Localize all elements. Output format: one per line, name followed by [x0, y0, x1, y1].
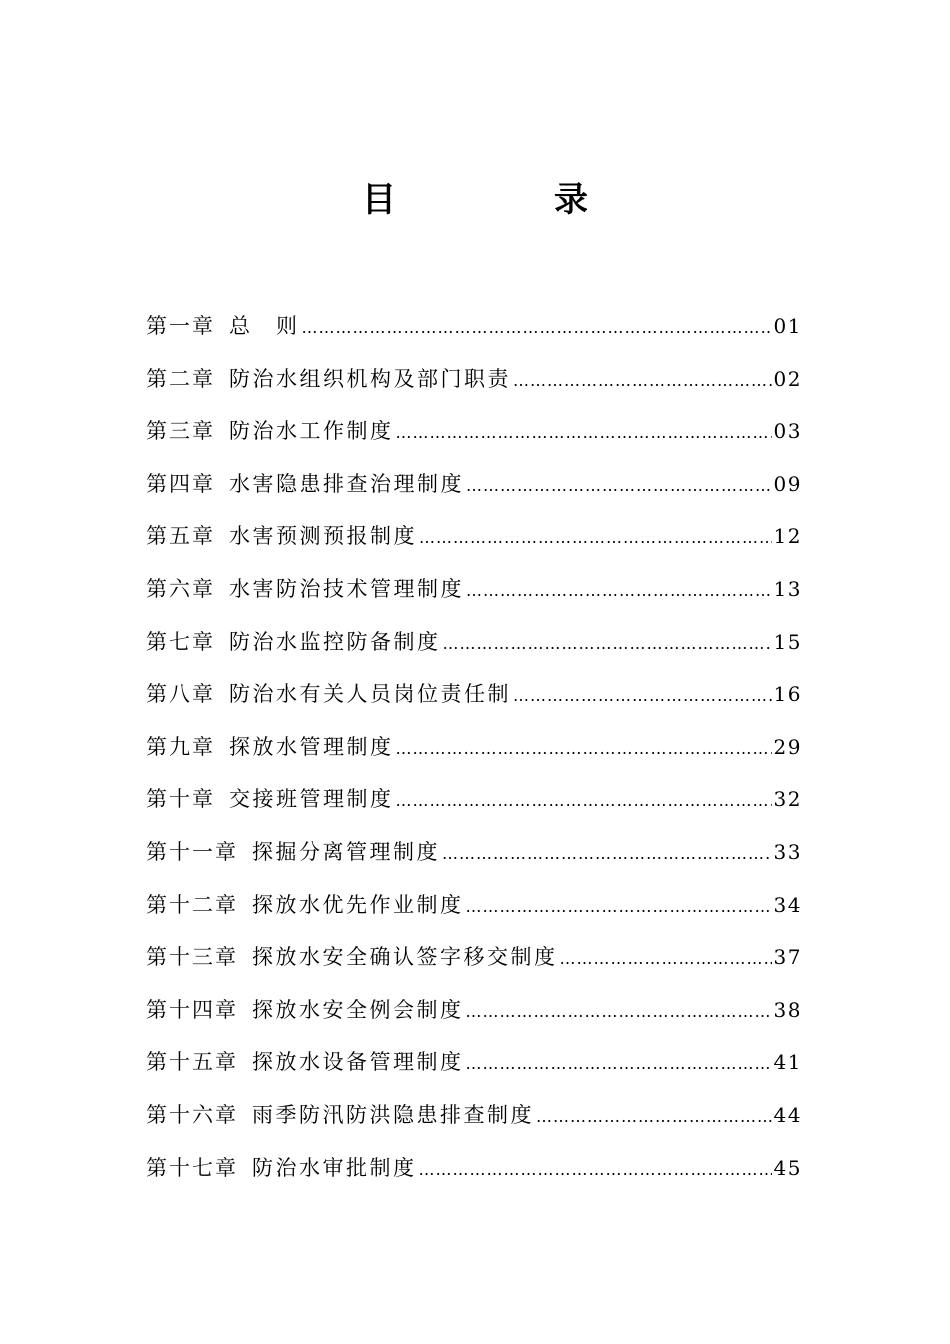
toc-page-number: 38: [773, 997, 802, 1022]
toc-page-number: 34: [773, 892, 802, 917]
toc-entry[interactable]: [146, 622, 802, 675]
toc-dot-leader: [513, 674, 772, 716]
toc-page-number: 32: [773, 787, 802, 812]
toc-chapter-title: 水害防治技术管理制度: [229, 576, 464, 601]
toc-page-number: 44: [773, 1102, 802, 1127]
toc-dot-leader: [396, 727, 772, 769]
toc-page-number: 29: [773, 734, 802, 759]
toc-chapter-number: 第二章: [146, 366, 215, 391]
toc-entry[interactable]: [146, 516, 802, 569]
toc-chapter-number: 第六章: [146, 576, 215, 601]
toc-entry[interactable]: [146, 359, 802, 412]
toc-dot-leader: [466, 569, 772, 611]
toc-page-number: 01: [773, 314, 802, 338]
toc-dot-leader: [302, 306, 772, 348]
toc-chapter-number: 第五章: [146, 524, 215, 549]
toc-dot-leader: [466, 990, 772, 1032]
toc-dot-leader: [443, 622, 772, 664]
toc-page-number: 33: [773, 839, 802, 864]
toc-entry[interactable]: [146, 1042, 802, 1095]
toc-chapter-title: 探放水优先作业制度: [252, 892, 464, 917]
toc-chapter-number: 第十七章: [146, 1155, 238, 1180]
toc-page-number: 03: [773, 419, 802, 444]
toc-chapter-number: 第一章: [146, 314, 215, 338]
toc-entry[interactable]: [146, 674, 802, 727]
toc-chapter-number: 第八章: [146, 682, 215, 707]
toc-dot-leader: [396, 779, 772, 821]
toc-chapter-title: 总 则: [229, 314, 300, 338]
toc-dot-leader: [560, 937, 772, 979]
toc-chapter-title: 探放水安全确认签字移交制度: [252, 945, 558, 970]
toc-entry[interactable]: [146, 1095, 802, 1148]
toc-chapter-number: 第十二章: [146, 892, 238, 917]
toc-entry[interactable]: [146, 990, 802, 1043]
toc-chapter-number: 第四章: [146, 471, 215, 496]
toc-chapter-number: 第十章: [146, 787, 215, 812]
toc-entry[interactable]: [146, 1148, 802, 1201]
toc-page-number: 09: [773, 471, 802, 496]
toc-chapter-number: 第十五章: [146, 1050, 238, 1075]
toc-dot-leader: [396, 411, 772, 453]
table-of-contents: [146, 306, 802, 1200]
toc-entry[interactable]: [146, 885, 802, 938]
toc-chapter-title: 探放水安全例会制度: [252, 997, 464, 1022]
toc-chapter-number: 第三章: [146, 419, 215, 444]
toc-chapter-title: 雨季防汛防洪隐患排查制度: [252, 1102, 534, 1127]
toc-chapter-number: 第九章: [146, 734, 215, 759]
toc-dot-leader: [466, 885, 772, 927]
toc-page-number: 41: [773, 1050, 802, 1075]
toc-chapter-number: 第十一章: [146, 839, 238, 864]
toc-chapter-title: 水害隐患排查治理制度: [229, 471, 464, 496]
toc-chapter-title: 防治水组织机构及部门职责: [229, 366, 511, 391]
toc-chapter-number: 第七章: [146, 629, 215, 654]
toc-entry[interactable]: [146, 832, 802, 885]
toc-dot-leader: [419, 516, 772, 558]
toc-entry[interactable]: [146, 779, 802, 832]
toc-chapter-title: 探放水管理制度: [229, 734, 394, 759]
toc-chapter-title: 探放水设备管理制度: [252, 1050, 464, 1075]
toc-chapter-title: 防治水审批制度: [252, 1155, 417, 1180]
toc-dot-leader: [536, 1095, 772, 1137]
toc-chapter-number: 第十六章: [146, 1102, 238, 1127]
toc-chapter-title: 防治水工作制度: [229, 419, 394, 444]
page-title: 目 录: [362, 180, 650, 220]
toc-entry[interactable]: [146, 727, 802, 780]
toc-entry[interactable]: [146, 937, 802, 990]
toc-dot-leader: [419, 1148, 772, 1190]
toc-chapter-title: 防治水监控防备制度: [229, 629, 441, 654]
toc-chapter-number: 第十四章: [146, 997, 238, 1022]
toc-chapter-title: 交接班管理制度: [229, 787, 394, 812]
toc-dot-leader: [513, 359, 772, 401]
toc-dot-leader: [466, 1042, 772, 1084]
toc-chapter-title: 水害预测预报制度: [229, 524, 417, 549]
toc-chapter-number: 第十三章: [146, 945, 238, 970]
toc-chapter-title: 探掘分离管理制度: [252, 839, 440, 864]
toc-page-number: 02: [773, 366, 802, 391]
toc-page-number: 45: [773, 1155, 802, 1180]
toc-page-number: 16: [773, 682, 802, 707]
toc-page-number: 13: [773, 576, 802, 601]
toc-dot-leader: [466, 464, 772, 506]
toc-page-number: 15: [773, 629, 802, 654]
toc-page-number: 12: [773, 524, 802, 549]
toc-entry[interactable]: [146, 464, 802, 517]
toc-dot-leader: [442, 832, 772, 874]
toc-page-number: 37: [773, 945, 802, 970]
toc-entry[interactable]: [146, 569, 802, 622]
toc-chapter-title: 防治水有关人员岗位责任制: [229, 682, 511, 707]
toc-entry[interactable]: [146, 411, 802, 464]
toc-entry[interactable]: [146, 306, 802, 359]
